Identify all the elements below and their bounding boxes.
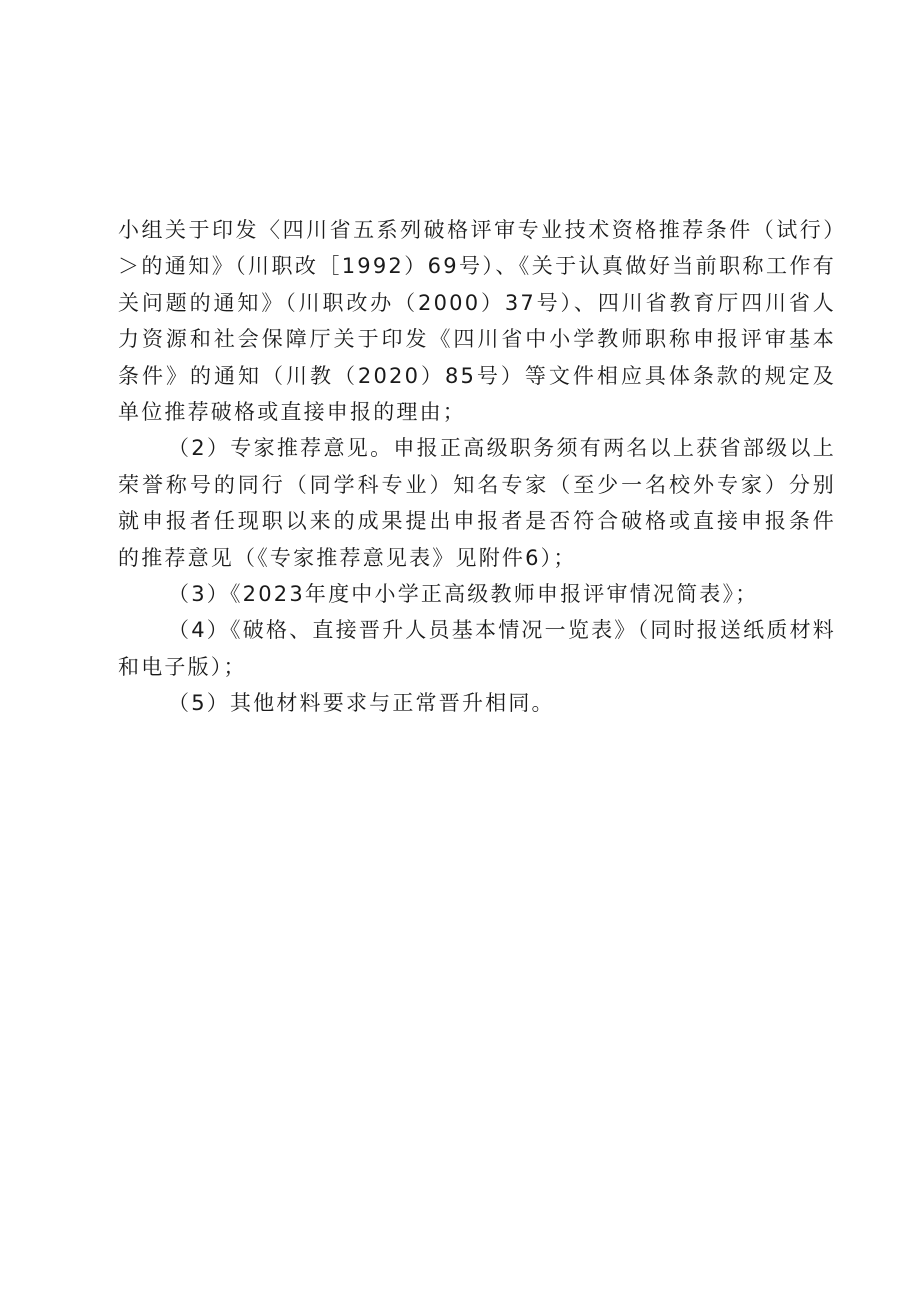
paragraph-item-2: （2）专家推荐意见。申报正高级职务须有两名以上获省部级以上荣誉称号的同行（同学科专业）知名专家（至少一名校外专家）分别就申报者任现职以来的成果提出申报者是否符合破格或直接申报条件的推荐意见（《专家推荐意见表》见附件6）； <box>118 436 836 570</box>
paragraph-item-4: （4）《破格、直接晋升人员基本情况一览表》（同时报送纸质材料和电子版）； <box>118 618 836 679</box>
paragraph-item-5: （5）其他材料要求与正常晋升相同。 <box>168 691 555 716</box>
paragraph-item-3: （3）《2023年度中小学正高级教师申报评审情况简表》； <box>168 582 759 607</box>
document-body <box>118 212 836 722</box>
paragraph-continuation: 小组关于印发〈四川省五系列破格评审专业技术资格推荐条件（试行）＞的通知》（川职改［1992）69号）、《关于认真做好当前职称工作有关问题的通知》（川职改办（2000）37号）、四川省教育厅四川省人力资源和社会保障厅关于印发《四川省中小学教师职称申报评审基本条件》的通知（川教（2020）85号）等文件相应具体条款的规定及单位推荐破格或直接申报的理由； <box>118 218 836 425</box>
